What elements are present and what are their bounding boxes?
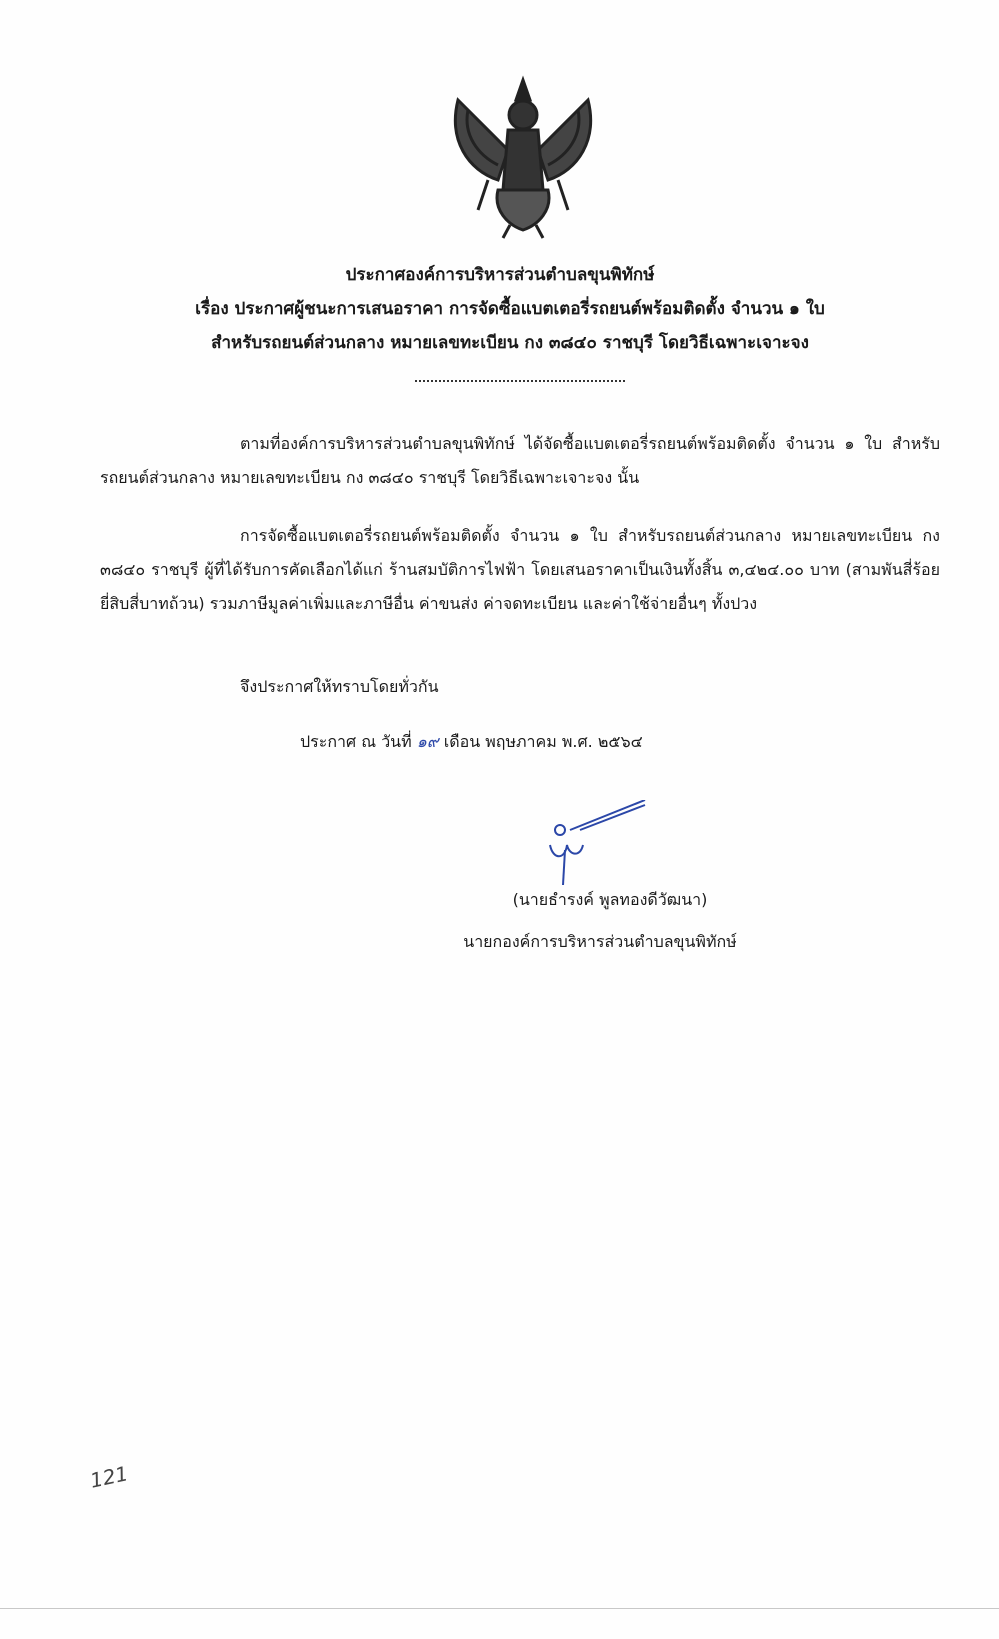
paragraph-1: ตามที่องค์การบริหารส่วนตำบลขุนพิทักษ์ ได้จัดซื้อแบตเตอรี่รถยนต์พร้อมติดตั้ง จำนวน ๑ ใบ สำหรับรถยนต์ส่วนกลาง หมายเลขทะเบียน กง ๓๘๔๐ ราชบุรี โดยวิธีเฉพาะเจาะจง นั้น (100, 434, 940, 487)
dotted-divider (415, 380, 625, 382)
signatory-title: นายกองค์การบริหารส่วนตำบลขุนพิทักษ์ (463, 932, 737, 951)
announcement-title: ประกาศองค์การบริหารส่วนตำบลขุนพิทักษ์ (345, 265, 655, 285)
paragraph-3: จึงประกาศให้ทราบโดยทั่วกัน (240, 677, 439, 696)
signatory-name: (นายธำรงค์ พูลทองดีวัฒนา) (512, 890, 708, 909)
date-prefix: ประกาศ ณ วันที่ (300, 732, 412, 751)
announcement-subject-cont: สำหรับรถยนต์ส่วนกลาง หมายเลขทะเบียน กง ๓๘๔๐ ราชบุรี โดยวิธีเฉพาะเจาะจง (211, 333, 809, 353)
announcement-date (300, 730, 800, 755)
date-month-year: เดือน พฤษภาคม พ.ศ. ๒๕๖๔ (443, 732, 643, 751)
page-handwritten-mark: 121 (87, 1461, 131, 1493)
date-day-handwritten: ๑๙ (416, 732, 439, 751)
announcement-subject: เรื่อง ประกาศผู้ชนะการเสนอราคา การจัดซื้อแบตเตอรี่รถยนต์พร้อมติดตั้ง จำนวน ๑ ใบ (195, 299, 825, 319)
paragraph-2: การจัดซื้อแบตเตอรี่รถยนต์พร้อมติดตั้ง จำนวน ๑ ใบ สำหรับรถยนต์ส่วนกลาง หมายเลขทะเบียน กง ๓๘๔๐ ราชบุรี ผู้ที่ได้รับการคัดเลือกได้แก่ ร้านสมบัติการไฟฟ้า โดยเสนอราคาเป็นเงินทั้งสิ้น ๓,๔๒๔.๐๐ บาท (สามพันสี่ร้อยยี่สิบสี่บาทถ้วน) รวมภาษีมูลค่าเพิ่มและภาษีอื่น ค่าขนส่ง ค่าจดทะเบียน และค่าใช้จ่ายอื่นๆ ทั้งปวง (100, 526, 940, 613)
handwritten-signature-icon (545, 800, 685, 890)
page-bottom-edge (0, 1608, 999, 1609)
garuda-emblem-icon (438, 60, 608, 240)
